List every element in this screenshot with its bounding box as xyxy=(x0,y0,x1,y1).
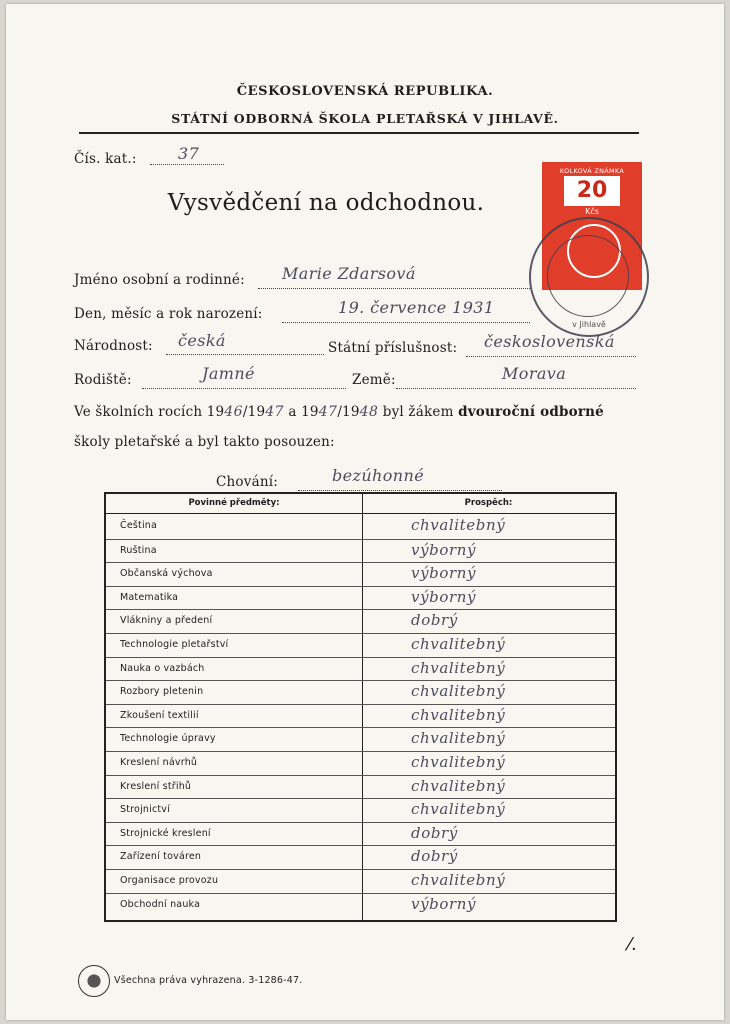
stamp-value: 20 xyxy=(564,176,620,206)
subject-grade: výborný xyxy=(411,894,477,913)
nationality-line xyxy=(166,354,324,355)
table-row xyxy=(106,633,615,657)
grades-table xyxy=(104,492,617,922)
table-row xyxy=(106,727,615,751)
birth-value: 19. července 1931 xyxy=(338,298,495,317)
subject-grade: výborný xyxy=(411,564,477,583)
postmark-inner-ring xyxy=(547,235,629,317)
table-row xyxy=(106,515,615,538)
catalog-value: 37 xyxy=(178,144,200,163)
subject-grade: chvalitebný xyxy=(411,776,506,795)
subject-grade: chvalitebný xyxy=(411,800,506,819)
table-header-subjects: Povinné předměty: xyxy=(188,498,280,508)
years-text-5: byl žákem xyxy=(378,404,459,420)
nationality-value: česká xyxy=(178,331,226,350)
year-4: 48 xyxy=(359,404,379,420)
name-line xyxy=(258,288,530,289)
subject-name: Rozbory pletenin xyxy=(120,686,204,698)
citizenship-label: Státní příslušnost: xyxy=(328,340,458,356)
subject-name: Strojnictví xyxy=(120,804,170,816)
table-row xyxy=(106,680,615,704)
document-title: Vysvědčení na odchodnou. xyxy=(167,190,485,216)
subject-grade: chvalitebný xyxy=(411,753,506,771)
subject-grade: chvalitebný xyxy=(411,658,506,677)
subject-grade: výborný xyxy=(411,587,477,606)
catalog-line xyxy=(150,164,224,165)
subject-name: Čeština xyxy=(120,520,158,531)
conduct-label: Chování: xyxy=(216,474,278,490)
table-row xyxy=(106,609,615,633)
subject-grade: chvalitebný xyxy=(411,682,506,701)
years-text-3: a 19 xyxy=(283,404,319,420)
birthplace-label: Rodiště: xyxy=(74,372,132,388)
subject-grade: chvalitebný xyxy=(411,635,506,653)
birthplace-value: Jamné xyxy=(202,364,255,383)
citizenship-line xyxy=(466,356,636,357)
publisher-seal-icon xyxy=(78,965,110,997)
land-line xyxy=(396,388,636,389)
subject-grade: dobrý xyxy=(411,847,458,866)
stamp-band-text: KOLKOVÁ ZNÁMKA xyxy=(559,167,625,175)
citizenship-value: československá xyxy=(484,332,615,351)
table-row xyxy=(106,822,615,846)
subject-name: Občanská výchova xyxy=(120,568,213,580)
years-text-1: Ve školních rocích 19 xyxy=(74,404,225,420)
subject-name: Strojnické kreslení xyxy=(120,827,211,839)
subject-name: Matematika xyxy=(120,591,179,603)
subject-grade: dobrý xyxy=(411,611,458,630)
land-label: Země: xyxy=(352,372,396,388)
stamp-unit: Kčs xyxy=(585,207,599,216)
table-row xyxy=(106,893,615,917)
birth-label: Den, měsíc a rok narození: xyxy=(74,306,263,322)
table-row xyxy=(106,869,615,893)
conduct-line xyxy=(298,490,502,491)
table-row xyxy=(106,562,615,586)
subject-name: Nauka o vazbách xyxy=(120,662,205,674)
catalog-label: Čís. kat.: xyxy=(74,151,137,167)
birthplace-line xyxy=(142,388,346,389)
table-row xyxy=(106,775,615,799)
years-sentence xyxy=(74,404,604,420)
table-row xyxy=(106,798,615,822)
table-row xyxy=(106,657,615,681)
table-row xyxy=(106,539,615,563)
year-3: 47 xyxy=(318,404,338,420)
year-1: 46 xyxy=(224,404,243,420)
subject-grade: chvalitebný xyxy=(411,871,506,889)
subject-name: Zařízení továren xyxy=(120,851,202,863)
table-header-rule xyxy=(106,513,615,514)
years-text-4: /19 xyxy=(337,404,360,420)
header-republic: ČESKOSLOVENSKÁ REPUBLIKA. xyxy=(236,84,494,99)
subject-name: Kreslení střihů xyxy=(120,780,192,792)
header-school: STÁTNÍ ODBORNÁ ŠKOLA PLETAŘSKÁ V JIHLAVĚ. xyxy=(171,111,559,126)
page-mark: ⁄. xyxy=(628,934,637,955)
table-row xyxy=(106,845,615,869)
header-rule xyxy=(79,132,639,134)
postmark-text: v Jihlavě xyxy=(572,320,606,329)
subject-name: Zkoušení textilií xyxy=(120,709,199,721)
subject-name: Ruština xyxy=(120,544,157,556)
name-value: Marie Zdarsová xyxy=(282,264,416,283)
subject-name: Technologie úpravy xyxy=(120,733,216,745)
subject-name: Vlákniny a předení xyxy=(120,615,213,627)
postmark-icon xyxy=(529,217,649,337)
document-page xyxy=(6,4,724,1020)
table-row xyxy=(106,704,615,728)
subject-grade: výborný xyxy=(411,540,477,559)
subject-grade: dobrý xyxy=(411,823,458,842)
nationality-label: Národnost: xyxy=(74,338,153,354)
table-row xyxy=(106,751,615,775)
years-text-2: /19 xyxy=(242,404,266,420)
year-2: 47 xyxy=(265,404,284,420)
subject-grade: chvalitebný xyxy=(411,729,506,748)
subject-grade: chvalitebný xyxy=(411,516,506,534)
name-label: Jméno osobní a rodinné: xyxy=(74,272,245,288)
subject-name: Technologie pletařství xyxy=(120,639,229,650)
table-row xyxy=(106,586,615,610)
subject-name: Kreslení návrhů xyxy=(120,757,198,768)
land-value: Morava xyxy=(502,364,567,383)
subject-name: Obchodní nauka xyxy=(120,898,201,910)
footer-rights: Všechna práva vyhrazena. 3-1286-47. xyxy=(114,975,303,986)
birth-line xyxy=(282,322,530,323)
conduct-value: bezúhonné xyxy=(332,466,425,485)
years-text-bold: dvouroční odborné xyxy=(458,404,604,420)
table-header-grades: Prospěch: xyxy=(464,498,513,508)
subject-grade: chvalitebný xyxy=(411,705,506,724)
subject-name: Organisace provozu xyxy=(120,875,219,886)
years-sentence-line2: školy pletařské a byl takto posouzen: xyxy=(74,434,335,450)
